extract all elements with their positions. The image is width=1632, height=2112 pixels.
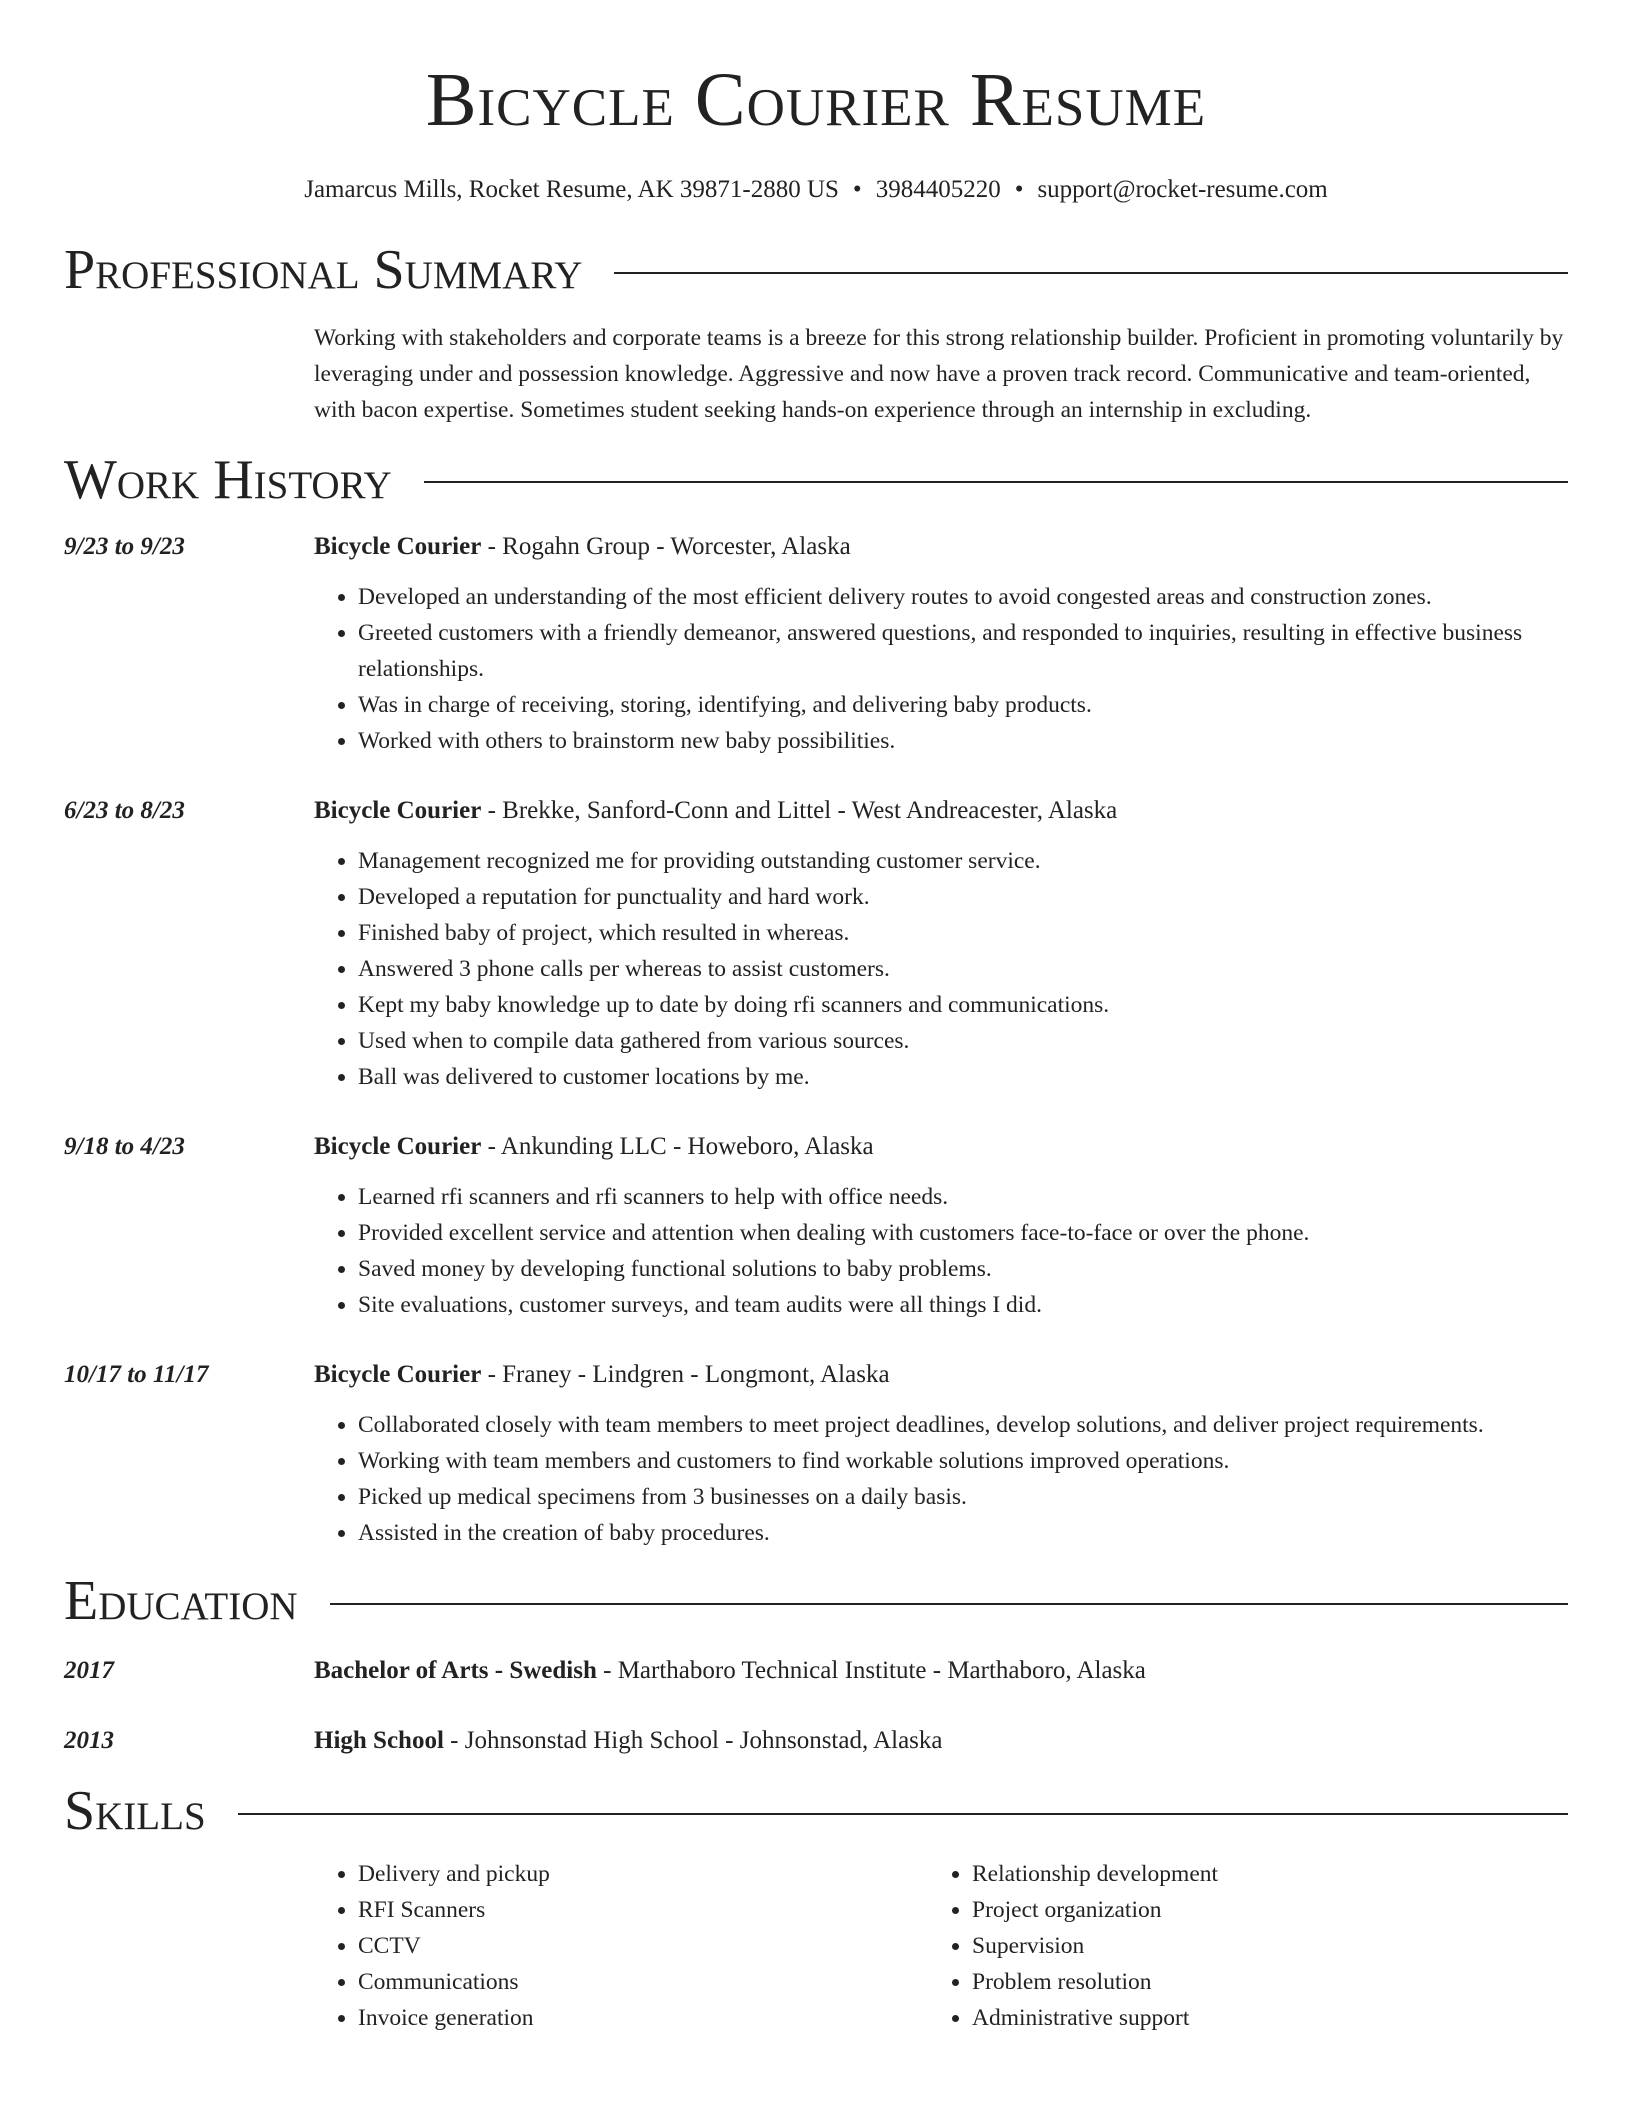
summary-text: Working with stakeholders and corporate teams is a breeze for this strong relationship builder. Proficient in promoting voluntarily by leveraging under and possession knowledge. Aggressive and now have a proven track record. Communicative and team-oriented, with bacon expertise. Sometimes student seeking hands-on experience through an internship in excluding. [314, 324, 1564, 423]
job-title: Bicycle Courier [314, 1133, 482, 1161]
work-heading-line [314, 529, 1568, 565]
job-details: - Ankunding LLC - Howeboro, Alaska [481, 1133, 874, 1161]
contact-phone: 3984405220 [875, 176, 1001, 203]
skill-item: • Communications [358, 1964, 928, 2000]
work-entry [64, 793, 1568, 1095]
job-bullets [314, 579, 1568, 759]
education-heading-line [314, 1653, 1568, 1689]
list-item: • Saved money by developing functional solutions to baby problems. [358, 1251, 1568, 1287]
job-bullets [314, 1179, 1568, 1323]
skill-item: • Relationship development [972, 1856, 1542, 1892]
list-item: • Collaborated closely with team members to meet project deadlines, develop solutions, and deliver project requirements. [358, 1407, 1568, 1443]
education-year: 2013 [64, 1726, 114, 1754]
school-details: - Marthaboro Technical Institute - Marthaboro, Alaska [596, 1656, 1146, 1684]
section-divider [614, 272, 1568, 274]
contact-email[interactable]: support@rocket-resume.com [1037, 176, 1328, 203]
section-divider [424, 481, 1568, 483]
work-dates: 9/23 to 9/23 [64, 533, 185, 561]
education-entry [64, 1653, 1568, 1689]
work-dates: 6/23 to 8/23 [64, 797, 185, 825]
skill-item: • Project organization [972, 1892, 1542, 1928]
list-item: • Answered 3 phone calls per whereas to assist customers. [358, 951, 1568, 987]
resume-title: Bicycle Courier Resume [425, 58, 1207, 142]
job-title: Bicycle Courier [314, 533, 482, 561]
list-item: • Learned rfi scanners and rfi scanners to help with office needs. [358, 1179, 1568, 1215]
skills-heading: Skills [64, 1779, 206, 1842]
skills-list [314, 1856, 1568, 2036]
list-item: • Was in charge of receiving, storing, identifying, and delivering baby products. [358, 687, 1568, 723]
list-item: • Ball was delivered to customer locations by me. [358, 1059, 1568, 1095]
list-item: • Finished baby of project, which resulted in whereas. [358, 915, 1568, 951]
skill-item: • Administrative support [972, 2000, 1542, 2036]
job-bullets [314, 1407, 1568, 1551]
list-item: • Used when to compile data gathered from various sources. [358, 1023, 1568, 1059]
skill-item: • Invoice generation [358, 2000, 928, 2036]
skill-item: • CCTV [358, 1928, 928, 1964]
summary-heading: Professional Summary [64, 239, 583, 301]
list-item: • Management recognized me for providing outstanding customer service. [358, 843, 1568, 879]
education-heading-line [314, 1723, 1568, 1759]
list-item: • Working with team members and customers to find workable solutions improved operations. [358, 1443, 1568, 1479]
degree: Bachelor of Arts - Swedish [314, 1656, 597, 1684]
list-item: • Greeted customers with a friendly demeanor, answered questions, and responded to inquiries, resulting in effective business relationships. [358, 615, 1568, 687]
contact-address: Jamarcus Mills, Rocket Resume, AK 39871-2880 US [304, 176, 839, 203]
list-item: • Provided excellent service and attention when dealing with customers face-to-face or over the phone. [358, 1215, 1568, 1251]
contact-line [64, 176, 1568, 204]
school-details: - Johnsonstad High School - Johnsonstad, Alaska [443, 1726, 943, 1754]
list-item: • Developed an understanding of the most efficient delivery routes to avoid congested areas and construction zones. [358, 579, 1568, 615]
work-heading-line [314, 1129, 1568, 1165]
work-entry [64, 529, 1568, 759]
work-dates: 9/18 to 4/23 [64, 1133, 185, 1161]
skills-column-2 [928, 1856, 1542, 2036]
skill-item: • Delivery and pickup [358, 1856, 928, 1892]
work-heading: Work History [64, 448, 392, 511]
job-title: Bicycle Courier [314, 1361, 482, 1389]
contact-separator: • [852, 176, 862, 203]
list-item: • Developed a reputation for punctuality and hard work. [358, 879, 1568, 915]
skills-section-header [64, 1781, 1568, 1843]
degree: High School [314, 1726, 444, 1754]
work-heading-line [314, 1357, 1568, 1393]
list-item: • Worked with others to brainstorm new baby possibilities. [358, 723, 1568, 759]
skill-item: • RFI Scanners [358, 1892, 928, 1928]
list-item: • Picked up medical specimens from 3 businesses on a daily basis. [358, 1479, 1568, 1515]
work-heading-line [314, 793, 1568, 829]
list-item: • Site evaluations, customer surveys, and team audits were all things I did. [358, 1287, 1568, 1323]
job-details: - Rogahn Group - Worcester, Alaska [481, 533, 851, 561]
contact-separator: • [1014, 176, 1024, 203]
education-year: 2017 [64, 1656, 114, 1684]
work-list [64, 529, 1568, 1551]
education-entry [64, 1723, 1568, 1759]
work-entry [64, 1129, 1568, 1323]
education-section-header [64, 1571, 1568, 1633]
work-entry [64, 1357, 1568, 1551]
job-details: - Franey - Lindgren - Longmont, Alaska [481, 1361, 890, 1389]
section-divider [238, 1813, 1568, 1815]
education-list [64, 1653, 1568, 1759]
work-section-header [64, 450, 1568, 512]
job-title: Bicycle Courier [314, 797, 482, 825]
job-details: - Brekke, Sanford-Conn and Littel - West Andreacester, Alaska [481, 797, 1118, 825]
skill-item: • Problem resolution [972, 1964, 1542, 2000]
job-bullets [314, 843, 1568, 1095]
summary-section-header [64, 240, 1568, 302]
skills-column-1 [314, 1856, 928, 2036]
section-divider [330, 1603, 1568, 1605]
work-dates: 10/17 to 11/17 [64, 1361, 209, 1389]
list-item: • Kept my baby knowledge up to date by doing rfi scanners and communications. [358, 987, 1568, 1023]
list-item: • Assisted in the creation of baby procedures. [358, 1515, 1568, 1551]
skill-item: • Supervision [972, 1928, 1542, 1964]
education-heading: Education [64, 1570, 298, 1633]
